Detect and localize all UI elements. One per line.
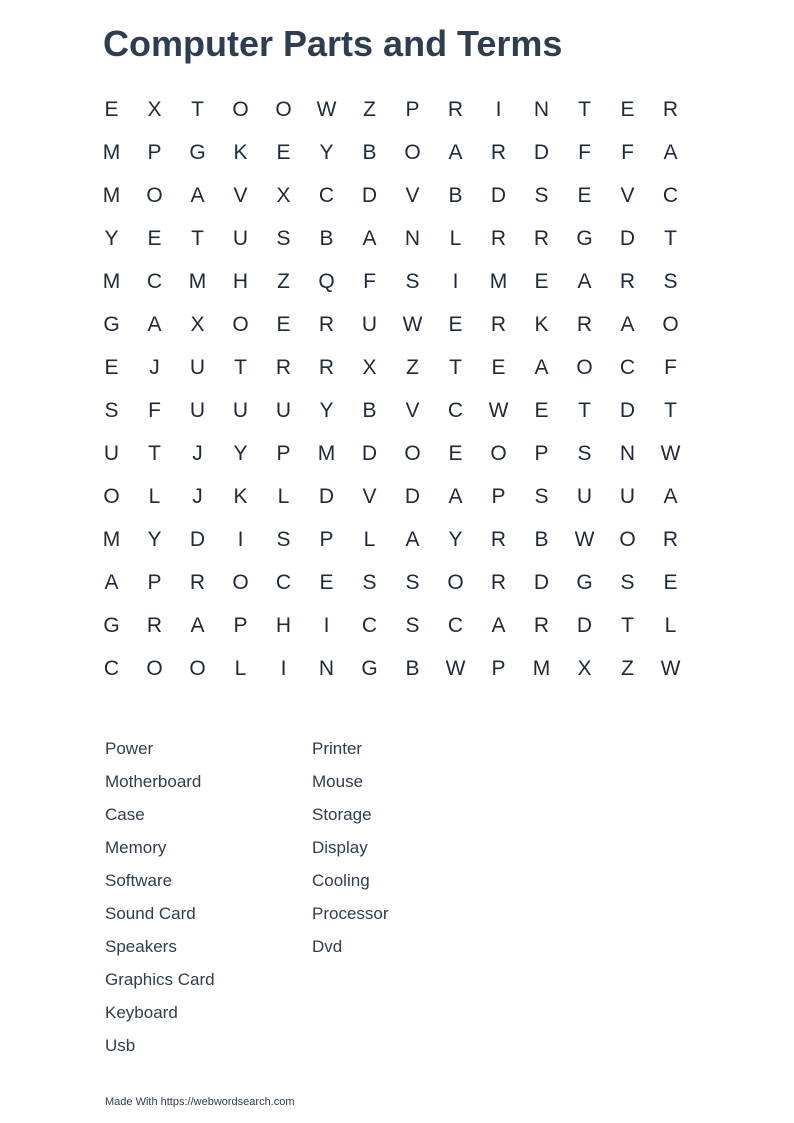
grid-cell: G — [361, 656, 378, 680]
grid-cell: P — [491, 656, 506, 680]
grid-cell: P — [147, 140, 162, 164]
grid-cell: E — [534, 269, 549, 293]
grid-cell: A — [577, 269, 592, 293]
word-list-item: Motherboard — [105, 772, 202, 791]
grid-cell: A — [448, 140, 463, 164]
grid-cell: I — [280, 656, 287, 680]
grid-cell: O — [103, 484, 120, 508]
grid-cell: W — [660, 656, 681, 680]
grid-cell: P — [276, 441, 291, 465]
grid-cell: E — [147, 226, 162, 250]
grid-cell: D — [490, 183, 507, 207]
grid-cell: A — [448, 484, 463, 508]
grid-cell: U — [361, 312, 378, 336]
grid-cell: M — [188, 269, 207, 293]
grid-cell: Y — [147, 527, 162, 551]
grid-cell: D — [361, 183, 378, 207]
grid-cell: V — [620, 183, 635, 207]
grid-cell: Y — [233, 441, 248, 465]
footer-credit: Made With https://webwordsearch.com — [105, 1096, 295, 1108]
grid-cell: N — [318, 656, 335, 680]
grid-row — [90, 518, 692, 561]
grid-cell: R — [275, 355, 292, 379]
grid-cell: C — [361, 613, 378, 637]
grid-cell: X — [276, 183, 291, 207]
grid-cell: G — [576, 226, 593, 250]
grid-cell: S — [276, 527, 291, 551]
grid-cell: A — [104, 570, 119, 594]
grid-cell: F — [578, 140, 591, 164]
grid-cell: E — [491, 355, 506, 379]
grid-cell: E — [276, 140, 291, 164]
grid-cell: G — [103, 613, 120, 637]
grid-cell: R — [533, 613, 550, 637]
grid-cell: P — [405, 97, 420, 121]
word-list-item: Memory — [105, 838, 167, 857]
grid-row — [90, 561, 692, 604]
grid-cell: Q — [318, 269, 335, 293]
grid-cell: O — [447, 570, 464, 594]
grid-cell: Z — [363, 97, 376, 121]
word-list-item: Processor — [312, 904, 389, 923]
word-list-item: Speakers — [105, 937, 177, 956]
grid-cell: P — [534, 441, 549, 465]
grid-cell: R — [490, 140, 507, 164]
grid-cell: O — [232, 97, 249, 121]
grid-cell: I — [495, 97, 502, 121]
grid-cell: E — [104, 97, 119, 121]
grid-cell: M — [102, 183, 121, 207]
grid-cell: L — [148, 484, 161, 508]
grid-cell: D — [576, 613, 593, 637]
grid-cell: L — [664, 613, 677, 637]
grid-cell: O — [404, 140, 421, 164]
grid-cell: G — [576, 570, 593, 594]
grid-cell: O — [619, 527, 636, 551]
grid-cell: M — [532, 656, 551, 680]
grid-cell: L — [449, 226, 462, 250]
grid-cell: S — [405, 613, 420, 637]
grid-cell: E — [448, 441, 463, 465]
grid-cell: O — [146, 656, 163, 680]
grid-cell: V — [233, 183, 248, 207]
grid-cell: T — [234, 355, 247, 379]
grid-cell: P — [319, 527, 334, 551]
grid-cell: O — [576, 355, 593, 379]
grid-cell: T — [621, 613, 634, 637]
grid-cell: U — [619, 484, 636, 508]
grid-cell: D — [318, 484, 335, 508]
grid-cell: H — [232, 269, 249, 293]
grid-cell: R — [490, 226, 507, 250]
grid-cell: J — [192, 441, 203, 465]
grid-cell: R — [619, 269, 636, 293]
word-list-item: Display — [312, 838, 368, 857]
grid-cell: C — [447, 398, 464, 422]
grid-cell: F — [148, 398, 161, 422]
grid-cell: B — [534, 527, 549, 551]
word-list-item: Mouse — [312, 772, 364, 791]
grid-cell: V — [362, 484, 377, 508]
grid-row — [90, 389, 692, 432]
grid-cell: W — [316, 97, 337, 121]
grid-cell: E — [620, 97, 635, 121]
grid-cell: N — [619, 441, 636, 465]
grid-cell: R — [318, 312, 335, 336]
grid-cell: O — [146, 183, 163, 207]
grid-cell: B — [362, 398, 377, 422]
grid-cell: M — [102, 269, 121, 293]
grid-cell: V — [405, 398, 420, 422]
grid-cell: R — [662, 97, 679, 121]
grid-cell: Y — [448, 527, 463, 551]
grid-cell: A — [190, 183, 205, 207]
grid-cell: W — [402, 312, 423, 336]
grid-cell: S — [534, 183, 549, 207]
grid-cell: U — [576, 484, 593, 508]
grid-cell: C — [447, 613, 464, 637]
grid-cell: P — [233, 613, 248, 637]
grid-row — [90, 131, 692, 174]
grid-cell: S — [620, 570, 635, 594]
grid-cell: B — [319, 226, 334, 250]
grid-cell: O — [662, 312, 679, 336]
grid-cell: E — [663, 570, 678, 594]
grid-cell: S — [405, 570, 420, 594]
grid-cell: I — [452, 269, 459, 293]
grid-cell: Z — [277, 269, 290, 293]
grid-cell: J — [149, 355, 160, 379]
grid-cell: M — [102, 140, 121, 164]
word-list-column-1 — [105, 732, 312, 1062]
grid-cell: A — [147, 312, 162, 336]
grid-cell: O — [404, 441, 421, 465]
grid-row — [90, 346, 692, 389]
grid-cell: R — [533, 226, 550, 250]
grid-cell: Y — [104, 226, 119, 250]
grid-cell: K — [233, 484, 248, 508]
grid-cell: E — [104, 355, 119, 379]
grid-cell: Y — [319, 398, 334, 422]
grid-cell: A — [534, 355, 549, 379]
grid-cell: T — [191, 226, 204, 250]
grid-cell: U — [189, 355, 206, 379]
grid-row — [90, 303, 692, 346]
grid-cell: R — [146, 613, 163, 637]
grid-cell: D — [619, 226, 636, 250]
grid-cell: K — [233, 140, 248, 164]
grid-cell: S — [534, 484, 549, 508]
grid-cell: R — [318, 355, 335, 379]
grid-cell: M — [317, 441, 336, 465]
grid-cell: U — [232, 398, 249, 422]
word-list — [105, 732, 519, 1062]
grid-cell: R — [576, 312, 593, 336]
grid-cell: A — [362, 226, 377, 250]
grid-cell: D — [189, 527, 206, 551]
grid-cell: B — [448, 183, 463, 207]
word-list-item: Usb — [105, 1036, 136, 1055]
grid-cell: T — [664, 226, 677, 250]
grid-cell: N — [404, 226, 421, 250]
word-list-item: Storage — [312, 805, 372, 824]
grid-cell: Y — [319, 140, 334, 164]
grid-cell: C — [619, 355, 636, 379]
grid-cell: U — [275, 398, 292, 422]
grid-cell: C — [318, 183, 335, 207]
grid-row — [90, 475, 692, 518]
page-title: Computer Parts and Terms — [103, 23, 563, 64]
grid-row — [90, 432, 692, 475]
grid-cell: R — [447, 97, 464, 121]
grid-cell: F — [664, 355, 677, 379]
grid-cell: E — [577, 183, 592, 207]
grid-cell: C — [275, 570, 292, 594]
word-list-item: Sound Card — [105, 904, 196, 923]
grid-cell: S — [663, 269, 678, 293]
grid-cell: Z — [406, 355, 419, 379]
grid-cell: I — [323, 613, 330, 637]
grid-cell: A — [620, 312, 635, 336]
grid-cell: D — [619, 398, 636, 422]
grid-cell: G — [103, 312, 120, 336]
grid-row — [90, 217, 692, 260]
grid-cell: A — [491, 613, 506, 637]
grid-cell: S — [405, 269, 420, 293]
grid-cell: L — [277, 484, 290, 508]
grid-cell: R — [189, 570, 206, 594]
grid-cell: P — [491, 484, 506, 508]
grid-cell: O — [189, 656, 206, 680]
grid-cell: E — [319, 570, 334, 594]
word-list-item: Keyboard — [105, 1003, 178, 1022]
grid-cell: S — [276, 226, 291, 250]
grid-cell: R — [490, 570, 507, 594]
word-list-item: Case — [105, 805, 145, 824]
grid-cell: R — [662, 527, 679, 551]
grid-cell: G — [189, 140, 206, 164]
grid-cell: P — [147, 570, 162, 594]
grid-cell: K — [534, 312, 549, 336]
grid-cell: D — [533, 140, 550, 164]
grid-row — [90, 260, 692, 303]
word-list-column-2 — [312, 732, 519, 1062]
grid-cell: O — [232, 570, 249, 594]
grid-cell: X — [147, 97, 162, 121]
grid-cell: O — [275, 97, 292, 121]
grid-cell: R — [490, 312, 507, 336]
grid-cell: J — [192, 484, 203, 508]
grid-row — [90, 647, 692, 690]
grid-cell: W — [574, 527, 595, 551]
grid-cell: I — [237, 527, 244, 551]
grid-cell: T — [449, 355, 462, 379]
grid-cell: D — [533, 570, 550, 594]
grid-cell: F — [621, 140, 634, 164]
grid-cell: U — [189, 398, 206, 422]
grid-cell: T — [578, 97, 591, 121]
grid-cell: X — [577, 656, 592, 680]
grid-cell: B — [405, 656, 420, 680]
grid-cell: C — [146, 269, 163, 293]
grid-cell: A — [663, 484, 678, 508]
grid-cell: U — [103, 441, 120, 465]
grid-cell: T — [578, 398, 591, 422]
grid-cell: W — [660, 441, 681, 465]
grid-cell: M — [102, 527, 121, 551]
grid-cell: E — [534, 398, 549, 422]
grid-cell: A — [190, 613, 205, 637]
word-list-item: Software — [105, 871, 173, 890]
grid-cell: A — [405, 527, 420, 551]
grid-cell: W — [445, 656, 466, 680]
grid-cell: B — [362, 140, 377, 164]
grid-cell: S — [104, 398, 119, 422]
grid-cell: N — [533, 97, 550, 121]
word-list-item: Graphics Card — [105, 970, 215, 989]
word-list-item: Cooling — [312, 871, 370, 890]
word-list-item: Power — [105, 739, 154, 758]
grid-cell: X — [190, 312, 205, 336]
grid-cell: O — [232, 312, 249, 336]
grid-cell: O — [490, 441, 507, 465]
grid-cell: L — [234, 656, 247, 680]
grid-cell: H — [275, 613, 292, 637]
grid-cell: F — [363, 269, 376, 293]
grid-cell: E — [448, 312, 463, 336]
grid-cell: C — [103, 656, 120, 680]
grid-cell: L — [363, 527, 376, 551]
grid-cell: E — [276, 312, 291, 336]
grid-cell: S — [362, 570, 377, 594]
grid-row — [90, 174, 692, 217]
grid-cell: M — [489, 269, 508, 293]
grid-cell: A — [663, 140, 678, 164]
grid-cell: T — [191, 97, 204, 121]
grid-cell: S — [577, 441, 592, 465]
word-list-item: Printer — [312, 739, 363, 758]
grid-cell: Z — [621, 656, 634, 680]
grid-cell: T — [148, 441, 161, 465]
grid-cell: U — [232, 226, 249, 250]
grid-cell: T — [664, 398, 677, 422]
grid-cell: R — [490, 527, 507, 551]
grid-row — [90, 604, 692, 647]
letter-grid — [90, 88, 692, 690]
grid-row — [90, 88, 692, 131]
grid-cell: X — [362, 355, 377, 379]
grid-cell: D — [404, 484, 421, 508]
grid-cell: C — [662, 183, 679, 207]
grid-cell: V — [405, 183, 420, 207]
grid-cell: D — [361, 441, 378, 465]
word-list-item: Dvd — [312, 937, 343, 956]
grid-cell: W — [488, 398, 509, 422]
